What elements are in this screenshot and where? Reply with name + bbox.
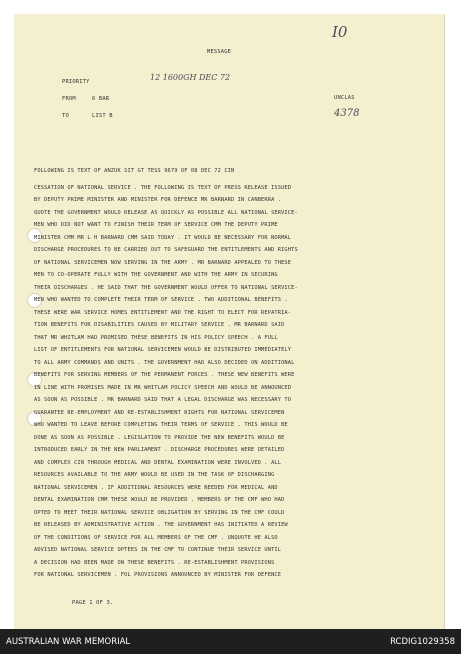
handwritten-annotation: I0 (332, 23, 348, 41)
body-line: TO ALL ARMY COMMANDS AND UNITS . THE GOVERNMENT HAD ALSO DECIDED ON ADDITIONAL (34, 359, 295, 366)
body-line: THEIR DISCHARGES . HE SAID THAT THE GOVERNMENT WOULD OFFER TO NATIONAL SERVICE- (34, 284, 298, 291)
archive-footer (0, 629, 461, 654)
body-line: MINISTER CMM MR L H BARNARD CMM SAID TODAY . IT WOULD BE NECESSARY FOR NORMAL (34, 234, 292, 241)
datetime-group: 12 1600GH DEC 72 (150, 73, 231, 82)
from-value: 6 BAR (92, 96, 110, 102)
body-line: DENTAL EXAMINATION CMM THESE WOULD BE PROVIDED . MEMBERS OF THE CMF WHO HAD (34, 497, 285, 503)
body-line: MEN WHO DID NOT WANT TO FINISH THEIR TERM OF SERVICE CMM THE DEPUTY PRIME (34, 222, 278, 228)
body-line: OF THE CONDITIONS OF SERVICE FOR ALL MEMBERS OF THE CMF . UNQUOTE HE ALSO (34, 534, 278, 541)
body-line: DONE AS SOON AS POSSIBLE . LEGISLATION TO PROVIDE THE NEW BENEFITS WOULD BE (34, 434, 285, 441)
body-line: THAT MR WHITLAM HAD PROMISED THESE BENEFITS IN HIS POLICY SPEECH . A FULL (34, 334, 278, 341)
body-line: INTRODUCED EARLY IN THE NEW PARLIAMENT . DISCHARGE PROCEDURES WERE DETAILED (34, 447, 285, 453)
message-body (34, 165, 424, 582)
body-line: MEN WHO WANTED TO COMPLETE THEIR TERM OF SERVICE . TWO ADDITIONAL BENEFITS . (34, 297, 288, 303)
body-line: AND COMPLEX CIN THROUGH MEDICAL AND DENTAL EXAMINATION WERE INVOLVED . ALL (34, 459, 282, 466)
body-line: BY DEPUTY PRIME MINISTER AND MINISTER FOR DEFENCE MR BARNARD IN CANBERRA . (34, 197, 282, 203)
body-line: ADVISED NATIONAL SERVICE OPTEES IN THE CMF TO CONTINUE THEIR SERVICE UNTIL (34, 547, 282, 553)
body-line: A DECISION HAD BEEN MADE ON THESE BENEFITS . RE-ESTABLISHMENT PROVISIONS (34, 559, 275, 566)
body-line: NATIONAL SERVICEMEN . IF ADDITIONAL RESOURCES WERE NEEDED FOR MEDICAL AND (34, 484, 278, 491)
body-line: FOR NATIONAL SERVICEMEN . FOL PROVISIONS ANNOUNCED BY MINISTER FOR DEFENCE (34, 572, 282, 578)
from-label: FROM (62, 96, 76, 102)
priority-label: PRIORITY (62, 79, 90, 85)
classification-label: UNCLAS (334, 95, 355, 101)
body-line: QUOTE THE GOVERNMENT WOULD RELEASE AS QUICKLY AS POSSIBLE ALL NATIONAL SERVICE- (34, 209, 298, 216)
body-line: WHO WANTED TO LEAVE BEFORE COMPLETING THEIR TERMS OF SERVICE . THIS WOULD BE (34, 422, 288, 428)
body-line: DISCHARGE PROCEDURES TO BE CARRIED OUT TO SAFEGUARD THE ENTITLEMENTS AND RIGHTS (34, 247, 298, 253)
body-line: BE RELEASED BY ADMINISTRATIVE ACTION . THE GOVERNMENT HAS INITIATED A REVIEW (34, 522, 288, 528)
body-line: LIST OF ENTITLEMENTS FOR NATIONAL SERVICEMEN WOULD BE DISTRIBUTED IMMEDIATELY (34, 347, 292, 353)
archive-name: AUSTRALIAN WAR MEMORIAL (6, 637, 131, 647)
body-line: OF NATIONAL SERVICEMEN NOW SERVING IN THE ARMY . MR BARNARD APPEALED TO THESE (34, 259, 292, 266)
body-line: THESE WERE WAR SERVICE HOMES ENTITLEMENT AND THE RIGHT TO ELECT FOR REPATRIA- (34, 309, 292, 316)
body-line: BENEFITS FOR SERVING MEMBERS OF THE PERMANENT FORCES . THESE NEW BENEFITS WERE (34, 372, 295, 378)
body-line: FOLLOWING IS TEXT OF ANZUK SIT GT TESS 9679 OF 08 DEC 72 CIN (34, 168, 235, 174)
body-line: RESOURCES AVAILABLE TO THE ARMY WOULD BE USED IN THE TASK OF DISCHARGING (34, 472, 275, 478)
page-marker: PAGE 1 OF 3. (72, 600, 114, 606)
body-line: MEN TO CO-OPERATE FULLY WITH THE GOVERNMENT AND WITH THE ARMY IN SECURING (34, 272, 278, 278)
body-line: GUARANTEE RE-EMPLOYMENT AND RE-ESTABLISHMENT RIGHTS FOR NATIONAL SERVICEMEN (34, 409, 285, 416)
to-label: TO (62, 113, 69, 119)
to-value: LIST B (92, 113, 113, 119)
body-line: AS SOON AS POSSIBLE . MR BARNARD SAID THAT A LEGAL DISCHARGE WAS NECESSARY TO (34, 397, 292, 403)
record-id: RCDIG1029358 (390, 637, 455, 647)
body-line: TION BENEFITS FOR DISABILITIES CAUSED BY MILITARY SERVICE . MR BARNARD SAID (34, 322, 285, 328)
body-line: OPTED TO MEET THEIR NATIONAL SERVICE OBLIGATION BY SERVING IN THE CMF COULD (34, 509, 285, 516)
handwritten-number: 4378 (334, 108, 360, 119)
body-line: IN LINE WITH PROMISES MADE IN MR WHITLAM POLICY SPEECH AND WOULD BE ANNOUNCED (34, 384, 292, 391)
body-line: CESSATION OF NATIONAL SERVICE . THE FOLLOWING IS TEXT OF PRESS RELEASE ISSUED (34, 184, 292, 191)
message-heading: MESSAGE (207, 49, 232, 55)
